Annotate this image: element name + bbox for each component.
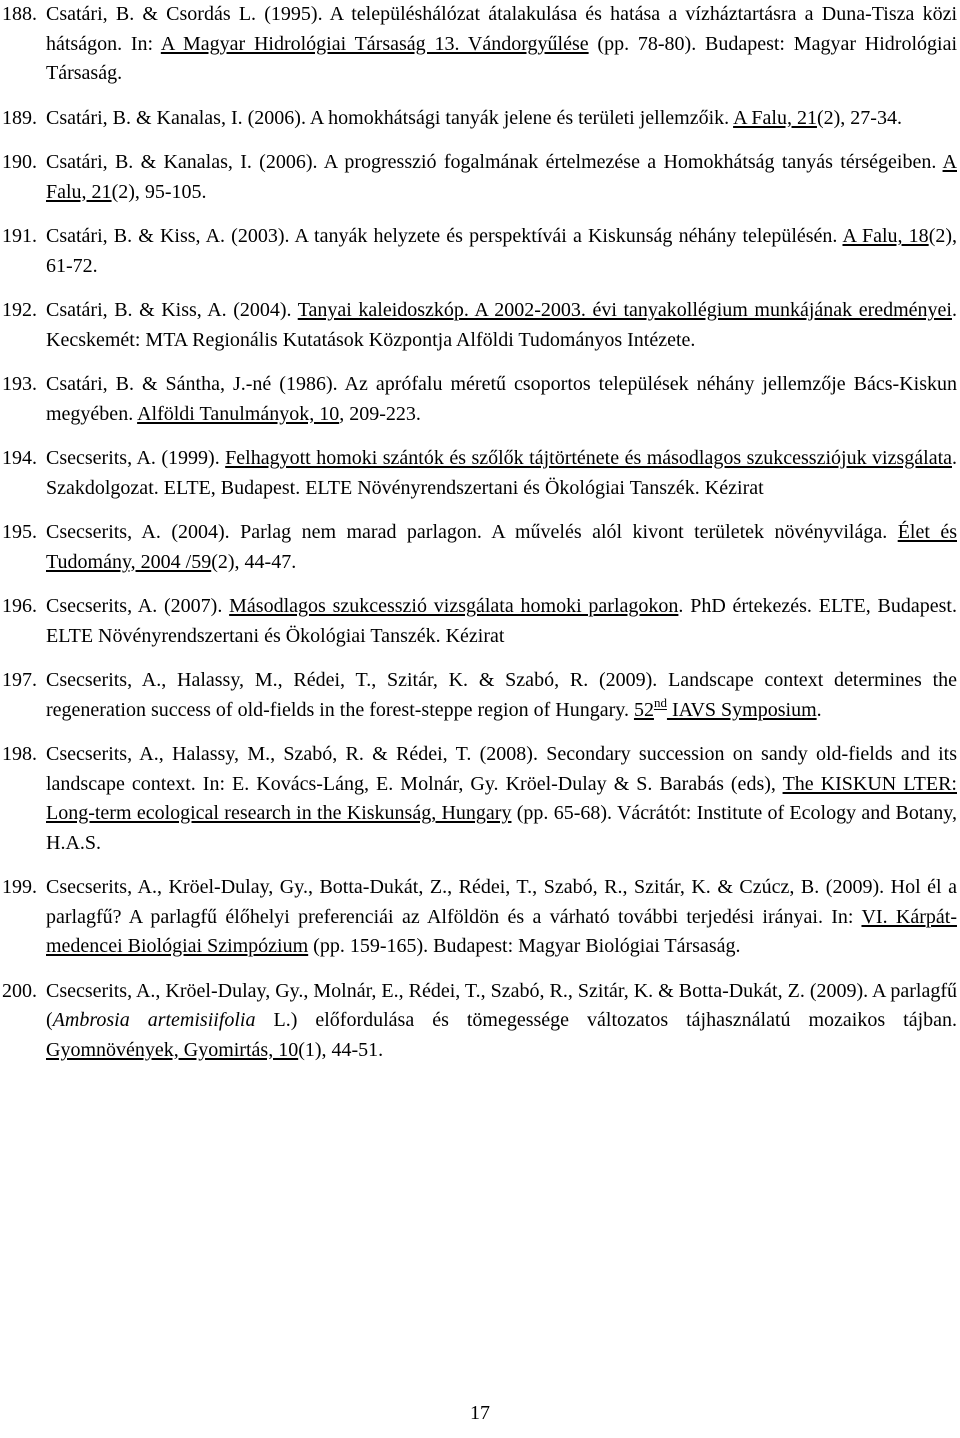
reference-text: Csatári, B. & Kiss, A. (2003). A tanyák helyzete és perspektívái a Kiskunság néhány településén. [46,225,843,247]
reference-number: 200. [2,979,37,1002]
reference-entry [2,873,957,962]
reference-entry [2,666,957,725]
reference-text: Csecserits, A. (1999). [46,447,226,469]
reference-text: (2), 95-105. [111,180,207,203]
reference-number: 199. [2,876,37,898]
reference-number: 195. [2,521,37,543]
reference-text: . PhD értekezés. ELTE, Budapest. ELTE Növényrendszertani és Ökológiai Tanszék. Kézirat [46,595,957,647]
reference-text: Csatári, B. & Kiss, A. (2004). [46,299,298,321]
reference-number: 196. [2,595,37,617]
reference-entry [2,444,957,503]
reference-entry [2,104,957,134]
page-number: 17 [470,1402,490,1424]
source-title [733,107,817,129]
reference-text: Csatári, B. & Kanalas, I. (2006). A homokhátsági tanyák jelene és területi jellemzőik. [46,106,734,129]
reference-entry [2,518,957,577]
source-title [634,699,654,721]
source-title [667,699,817,721]
reference-text: (pp. 78-80). Budapest: Magyar Hidrológiai Társaság. [46,32,957,84]
source-title [225,447,952,469]
reference-entry [2,0,957,89]
reference-text: . Kecskemét: MTA Regionális Kutatások Központja Alföldi Tudományos Intézete. [46,299,957,351]
reference-text: Ambrosia artemisiifolia [52,1009,256,1031]
underlined-text: nd [653,694,667,710]
underlined-text: Tanyai kaleidoszkóp. A 2002-2003. évi tanyakollégium munkájának eredményei [297,299,952,321]
reference-text: Csecserits, A. (2004). Parlag nem marad parlagon. A művelés alól kivont területek növényvilága. [46,521,898,543]
reference-number: 198. [2,743,37,765]
underlined-text: Alföldi Tanulmányok, 10 [137,402,340,425]
reference-text: (pp. 65-68). Vácrátót: Institute of Ecology and Botany, H.A.S. [46,802,958,854]
source-title [46,1039,298,1061]
underlined-text: The KISKUN LTER: Long-term ecological research in the Kiskunság, Hungary [46,772,957,824]
reference-number: 188. [2,3,37,25]
source-title [298,299,952,321]
reference-number: 189. [2,106,37,129]
reference-number: 193. [2,373,37,395]
underlined-text: A Magyar Hidrológiai Társaság 13. Vándorgyűlése [160,32,589,55]
underlined-text: A Falu, 21 [46,151,957,203]
source-title [229,595,678,617]
reference-text: Csecserits, A., Halassy, M., Rédei, T., Szitár, K. & Szabó, R. (2009). Landscape context determines the regeneration success of old-fields in the forest-steppe region of Hungary. [46,669,957,721]
reference-entry [2,977,957,1066]
reference-text: Csecserits, A., Kröel-Dulay, Gy., Botta-Dukát, Z., Rédei, T., Szabó, R., Szitár, K. & Czúcz, B. (2009). Hol él a parlagfű? A parlagfű élőhelyi preferenciái az Alföldön és a várható további terjedési irányai. In: [46,876,957,928]
reference-text: (1), 44-51. [298,1038,384,1061]
underlined-text: IAVS Symposium [666,698,817,721]
underlined-text: 52 [633,698,654,721]
reference-entry [2,740,957,858]
reference-number: 191. [2,225,37,247]
reference-text: . Szakdolgozat. ELTE, Budapest. ELTE Növényrendszertani és Ökológiai Tanszék. Kézirat [46,447,957,499]
reference-text: , 209-223. [339,402,421,425]
reference-text: L.) előfordulása és tömegessége változatos tájhasználatú mozaikos tájban. [255,1009,957,1031]
reference-entry [2,592,957,651]
reference-entry [2,296,957,355]
reference-text: Csecserits, A. (2007). [46,595,230,617]
reference-number: 194. [2,447,37,469]
reference-list [2,0,957,1080]
underlined-text: Gyomnövények, Gyomirtás, 10 [46,1038,299,1061]
source-title [161,33,589,55]
reference-number: 197. [2,669,37,691]
reference-entry [2,222,957,281]
reference-text: Csecserits, A., Kröel-Dulay, Gy., Molnár, E., Rédei, T., Szabó, R., Szitár, K. & Botta-Dukát, Z. (2009). A parlagfű ( [46,979,958,1031]
reference-text: (2), 61-72. [46,225,958,277]
reference-number: 190. [2,151,37,173]
reference-entry [2,370,957,429]
reference-number: 192. [2,299,37,321]
reference-text: (pp. 159-165). Budapest: Magyar Biológiai Társaság. [308,935,741,957]
underlined-text: Másodlagos szukcesszió vizsgálata homoki parlagokon [229,595,679,617]
underlined-text: Élet és Tudomány, 2004 /59 [46,521,957,573]
reference-text: (2), 44-47. [211,550,297,573]
underlined-text: A Falu, 18 [842,225,929,247]
reference-text: . [816,698,822,721]
underlined-text: A Falu, 21 [733,106,817,129]
source-title [654,695,667,710]
underlined-text: Felhagyott homoki szántók és szőlők tájtörténete és másodlagos szukcessziójuk vizsgálata [225,447,952,469]
reference-text: (2), 27-34. [816,106,902,129]
source-title [842,225,928,247]
reference-text: Csecserits, A., Halassy, M., Szabó, R. & Rédei, T. (2008). Secondary succession on sandy old-fields and its landscape context. In: E. Kovács-Láng, E. Molnár, Gy. Kröel-Dulay & S. Barabás (eds), [46,743,957,795]
reference-text: Csatári, B. & Sántha, J.-né (1986). Az aprófalu méretű csoportos települések néhány jellemzője Bács-Kiskun megyében. [46,373,957,425]
underlined-text: VI. Kárpát-medencei Biológiai Szimpózium [46,905,957,957]
reference-text: Csatári, B. & Kanalas, I. (2006). A progresszió fogalmának értelmezése a Homokhátság tanyás térségeiben. [46,151,943,173]
reference-text: Csatári, B. & Csordás L. (1995). A településhálózat átalakulása és hatása a vízháztartásra a Duna-Tisza közi hátságon. In: [46,3,957,55]
source-title [137,403,339,425]
reference-entry [2,148,957,207]
